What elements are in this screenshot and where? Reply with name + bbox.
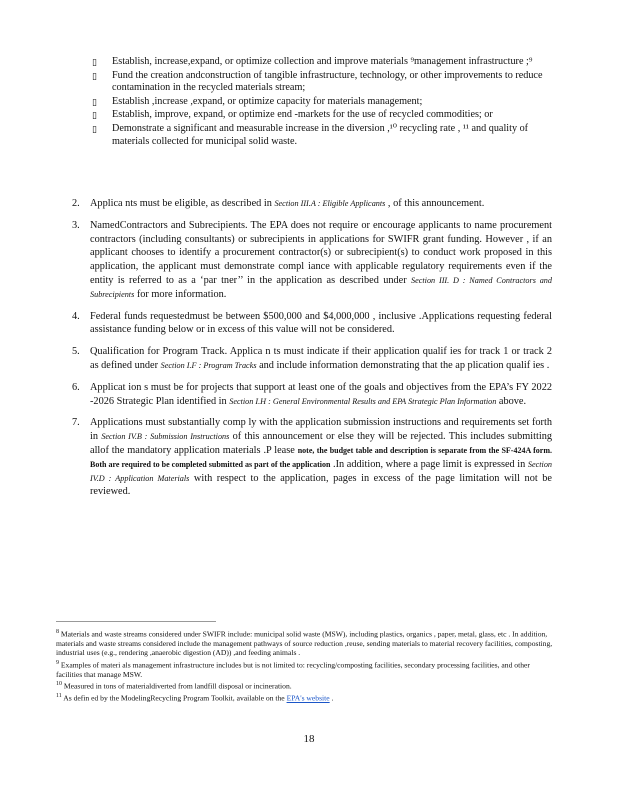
footnote: $^{10}$ Measured in tons of materialdiverted from landfill disposal or incineration. — [56, 681, 292, 691]
bullet-item: ▯ Demonstrate a significant and measurable increase in the diversion ,¹⁰ recycling rate , ¹¹ and quality of materials collected for municipal solid waste. — [92, 122, 529, 147]
list-item-6: 6. Applicat ion s must be for projects that support at least one of the goals and objectives from the EPA’s FY 2022 -2026 Strategic Plan identified in Section I.H : General Environmental Results and EPA Strategic Plan Information above. — [72, 381, 552, 407]
list-item-4: 4. Federal funds requestedmust be between $500,000 and $4,000,000 , inclusive .Applications requesting federal assistance funding below or in excess of this value will not be considered. — [72, 310, 552, 336]
footnotes — [56, 628, 556, 704]
footnote: $^8$ Materials and waste streams considered under SWIFR include: municipal solid waste (MSW), including plastics, organics , paper, metal, glass, etc . In addition, materials and waste streams considered include the management pathways of source reduction ,reuse, sending materials to material recovery facilities, composting, industrial uses (e.g., rendering ,anaerobic digestion (AD)) ,and feeding animals . — [56, 629, 553, 658]
section-reference: Section III.A : Eligible Applicants — [274, 199, 386, 208]
epa-website-link[interactable]: EPA's website — [286, 693, 330, 703]
bullet-box-icon: ▯ — [92, 123, 97, 134]
list-item-3: 3. NamedContractors and Subrecipients. The EPA does not require or encourage applicants to name procurement contractors (including consultants) or subrecipients in applications for SWIFR grant funding. However , if an applicant chooses to identify a procurement contractor(s) or subrecipient(s) to conduct work proposed in this application, the applicant must demonstrate compl iance with applicable regulatory requirements even if the entity is referred to as a ‘par tner’’ in the application as described under Section III. D : Named Contractors and Subrecipients for more information. — [72, 219, 552, 300]
bullet-item: ▯ Establish ,increase ,expand, or optimize capacity for materials management; — [92, 95, 423, 107]
numbered-list — [72, 197, 552, 507]
section-reference: Section IV.B : Submission Instructions — [101, 432, 230, 442]
list-item-7: 7. Applications must substantially comp ly with the application submission instructions and requirements set forth in Section IV.B : Submission Instructions of this announcement or else they will be rejected. This includes submitting allof the mandatory application materials .P lease note, the budget table and description is separate from the SF-424A form. Both are required to be completed submitted as part of the application .In addition, where a page limit is expressed in Section IV.D : Application Materials with respect to the application, pages in excess of the page limitation will not be reviewed. — [72, 417, 553, 498]
section-reference: Section IV.D : Application Materials — [90, 459, 553, 483]
list-item-5: 5. Qualification for Program Track. Applica n ts must indicate if their application qualif ies for track 1 or track 2 as defined under Section I.F : Program Tracks and include information demonstrating that the ap plication qualif ies . — [72, 346, 552, 371]
section-reference: Section I.F : Program Tracks — [160, 360, 257, 370]
list-item-2: 2. Applica nts must be eligible, as described in Section III.A : Eligible Applicants , of this announcement. — [72, 198, 485, 209]
bullet-box-icon: ▯ — [92, 57, 97, 67]
bullet-item: ▯ Establish, increase,expand, or optimize collection and improve materials ⁹management infrastructure ;⁹ — [92, 56, 533, 67]
footnote-divider — [56, 621, 216, 622]
footnote: $^{11}$ As defin ed by the ModelingRecycling Program Toolkit, available on the EPA's website . — [56, 693, 334, 703]
bullet-box-icon: ▯ — [92, 70, 97, 81]
bullet-item: ▯ Fund the creation andconstruction of tangible infrastructure, technology, or other improvements to reduce contamination in the recycled materials stream; — [92, 69, 543, 94]
bullet-box-icon: ▯ — [92, 96, 97, 107]
bullet-list — [92, 56, 552, 149]
page-number: 18 — [303, 733, 315, 745]
bold-note: note, the budget table and description is separate from the SF-424A form. Both are required to be completed submitted as part of the application — [90, 445, 552, 469]
section-reference: Section III. D : Named Contractors and Subrecipients — [90, 275, 552, 299]
footnote: $^9$ Examples of materi als management infrastructure includes but is not limited to: recycling/composting facilities, secondary processing facilities, and other facilities that manage MSW. — [56, 659, 530, 679]
section-reference: Section I.H : General Environmental Results and EPA Strategic Plan Information — [229, 396, 497, 406]
bullet-box-icon: ▯ — [92, 110, 97, 121]
bullet-item: ▯ Establish, improve, expand, or optimize end -markets for the use of recycled commodities; or — [92, 109, 493, 121]
